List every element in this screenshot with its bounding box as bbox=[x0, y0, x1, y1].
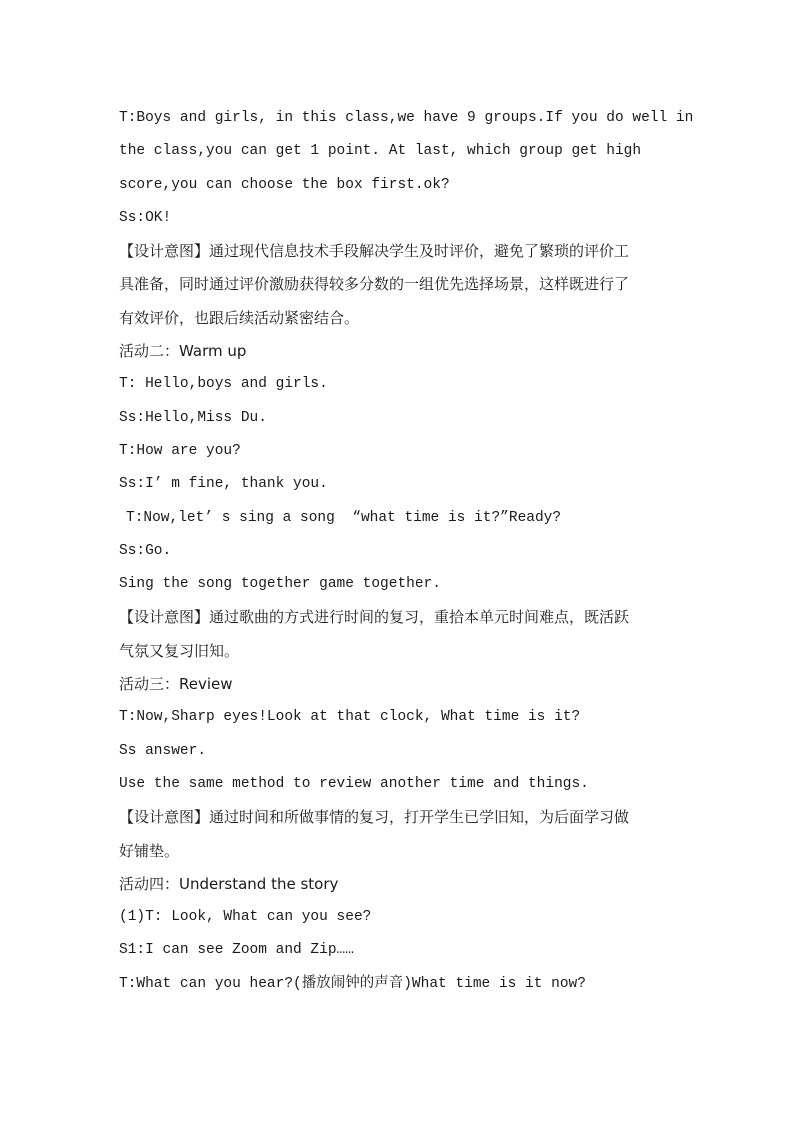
text-line: T:Now,let’ s sing a song “what time is it?”Ready? bbox=[126, 509, 562, 526]
text-line: Use the same method to review another time and things. bbox=[119, 775, 589, 792]
design-intent-line: 具准备，同时通过评价激励获得较多分数的一组优先选择场景，这样既进行了 bbox=[119, 275, 630, 294]
text-line: T:Now,Sharp eyes!Look at that clock, What time is it? bbox=[119, 709, 581, 726]
text-line: S1:I can see Zoom and Zip…… bbox=[119, 942, 354, 959]
text-line: T:Boys and girls, in this class,we have 9 groups.If you do well in bbox=[119, 110, 694, 126]
text-line: T:How are you? bbox=[119, 442, 241, 459]
design-intent-line: 有效评价，也跟后续活动紧密结合。 bbox=[119, 308, 360, 327]
design-intent-line: 好铺垫。 bbox=[119, 841, 180, 860]
text-line: the class,you can get 1 point. At last, which group get high bbox=[119, 143, 642, 160]
design-intent-line: 气氛又复习旧知。 bbox=[119, 641, 240, 660]
activity-heading: 活动三：Review bbox=[119, 675, 233, 694]
text-line: T: Hello,boys and girls. bbox=[119, 376, 328, 393]
activity-heading: 活动四：Understand the story bbox=[119, 874, 339, 893]
text-line: Ss:I’ m fine, thank you. bbox=[119, 476, 328, 493]
activity-heading: 活动二：Warm up bbox=[119, 342, 247, 361]
text-line: score,you can choose the box first.ok? bbox=[119, 176, 450, 193]
design-intent-line: 【设计意图】通过时间和所做事情的复习，打开学生已学旧知，为后面学习做 bbox=[119, 808, 630, 827]
text-line: (1)T: Look, What can you see? bbox=[119, 909, 372, 926]
text-line: Ss:Hello,Miss Du. bbox=[119, 409, 267, 426]
text-line: T:What can you hear?(播放闹钟的声音)What time is it now? bbox=[119, 975, 586, 992]
text-line: Ss:Go. bbox=[119, 542, 172, 559]
design-intent-line: 【设计意图】通过现代信息技术手段解决学生及时评价，避免了繁琐的评价工 bbox=[119, 242, 630, 261]
text-line: Ss answer. bbox=[119, 742, 207, 759]
document-body bbox=[119, 102, 694, 1001]
text-line: Sing the song together game together. bbox=[119, 576, 441, 593]
design-intent-line: 【设计意图】通过歌曲的方式进行时间的复习，重拾本单元时间难点，既活跃 bbox=[119, 608, 630, 627]
text-line: Ss:OK! bbox=[119, 209, 172, 226]
